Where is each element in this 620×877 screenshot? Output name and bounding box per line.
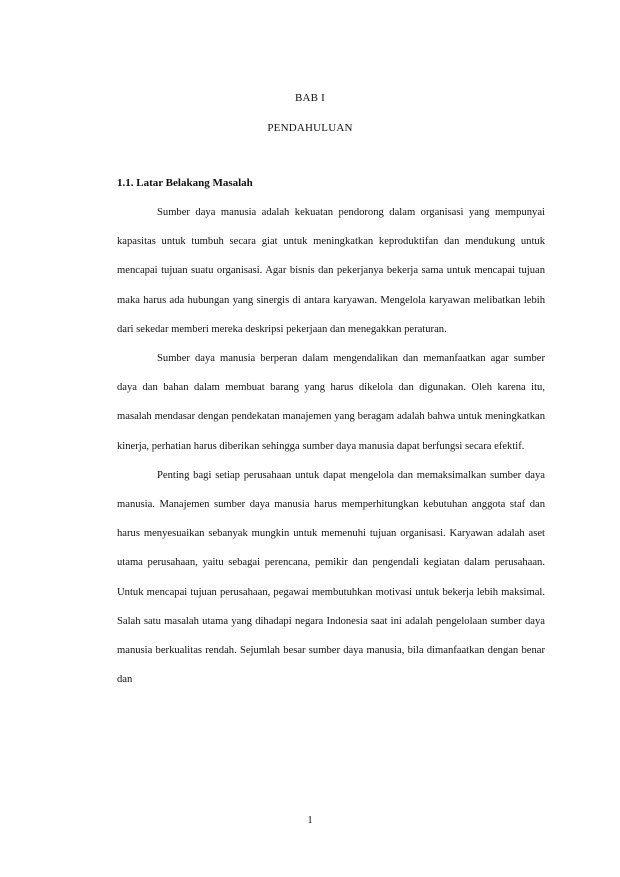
page-number: 1 — [307, 815, 313, 826]
paragraph-2: Sumber daya manusia berperan dalam mengendalikan dan memanfaatkan agar sumber daya dan bahan dalam membuat barang yang harus dikelola dan digunakan. Oleh karena itu, masalah mendasar dengan pendekatan manajemen yang beragam adalah bahwa untuk meningkatkan kinerja, perhatian harus diberikan sehingga sumber daya manusia dapat berfungsi secara efektif. — [117, 353, 545, 452]
paragraph-3: Penting bagi setiap perusahaan untuk dapat mengelola dan memaksimalkan sumber daya manusia. Manajemen sumber daya manusia harus memperhitungkan kebutuhan anggota staf dan harus menyesuaikan sebanyak mungkin untuk memenuhi tujuan organisasi. Karyawan adalah aset utama perusahaan, yaitu sebagai perencana, pemikir dan pengendali kegiatan dalam perusahaan. Untuk mencapai tujuan perusahaan, pegawai membutuhkan motivasi untuk bekerja lebih maksimal. Salah satu masalah utama yang dihadapi negara Indonesia saat ini adalah pengelolaan sumber daya manusia berkualitas rendah. Sejumlah besar sumber daya manusia, bila dimanfaatkan dengan benar dan — [117, 469, 545, 686]
chapter-title: PENDAHULUAN — [267, 122, 353, 134]
section-heading: 1.1. Latar Belakang Masalah — [117, 177, 253, 189]
paragraph-1: Sumber daya manusia adalah kekuatan pendorong dalam organisasi yang mempunyai kapasitas untuk tumbuh secara giat untuk meningkatkan keproduktifan dan mendukung untuk mencapai tujuan suatu organisasi. Agar bisnis dan pekerjanya bekerja sama untuk mencapai tujuan maka harus ada hubungan yang sinergis di antara karyawan. Mengelola karyawan melibatkan lebih dari sekedar memberi mereka deskripsi pekerjaan dan menegakkan peraturan. — [117, 207, 545, 335]
chapter-number: BAB I — [294, 92, 326, 104]
body-text — [117, 198, 545, 694]
